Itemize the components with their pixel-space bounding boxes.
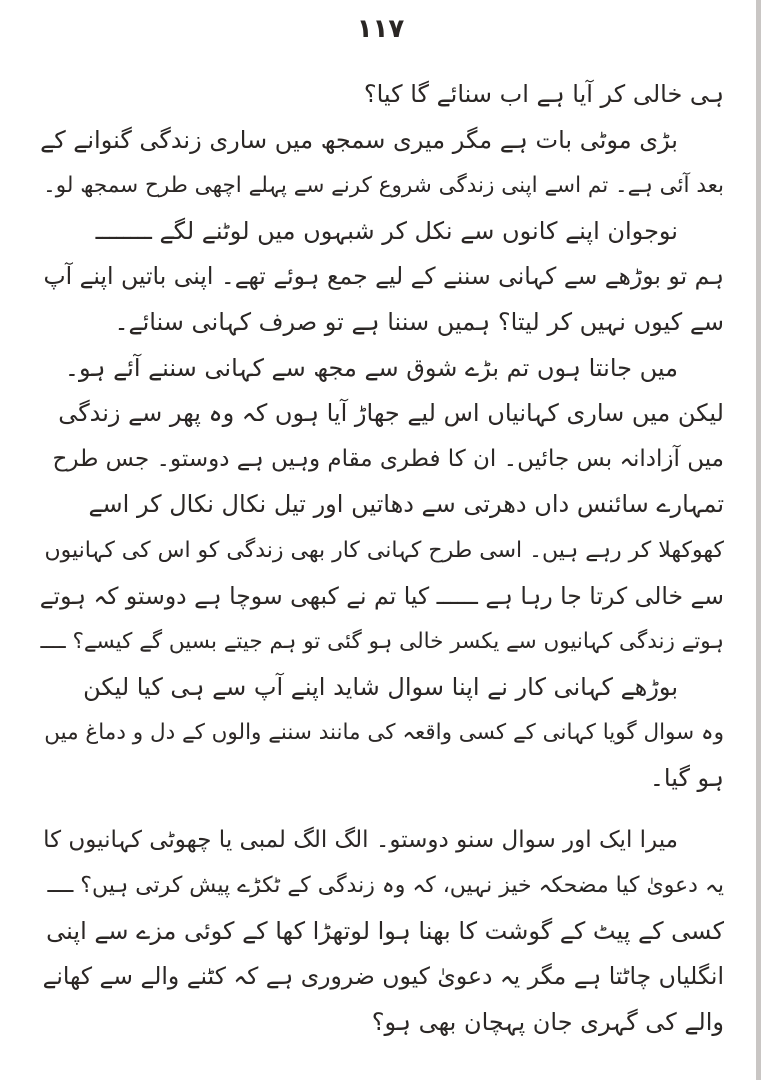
text-line: نوجوان اپنے کانوں سے نکل کر شبہوں میں لوٹنے لگے ــــــــ [95,216,678,245]
text-line: بعد آئی ہے۔ تم اسے اپنی زندگی شروع کرنے سے پہلے اچھی طرح سمجھ لو۔ [43,173,724,199]
text-line: میں جانتا ہوں تم بڑے شوق سے مجھ سے کہانی سننے آئے ہو۔ [64,353,678,382]
text-line: کسی کے پیٹ کے گوشت کا بھنا ہوا لوتھڑا کھا کے کوئی مزے سے اپنی [46,916,724,945]
text-line: سے خالی کرتا جا رہا ہے ــــــ کیا تم نے کبھی سوچا ہے دوستو کہ ہوتے [40,581,724,610]
page-body-text [40,72,724,1045]
text-line: کھوکھلا کر رہے ہیں۔ اسی طرح کہانی کار بھی زندگی کو اس کی کہانیوں [44,537,724,563]
text-line: بوڑھے کہانی کار نے اپنا سوال شاید اپنے آپ سے ہی کیا لیکن [83,672,678,701]
text-line: والے کی گہری جان پہچان بھی ہو؟ [371,1007,724,1036]
text-line: ہی خالی کر آیا ہے اب سنائے گا کیا؟ [363,80,724,108]
text-line: انگلیاں چاٹتا ہے مگر یہ دعویٰ کیوں ضروری ہے کہ کٹنے والے سے کھانے [42,962,724,991]
page-edge-shadow [756,0,761,1080]
text-line: تمہارے سائنس داں دھرتی سے دھاتیں اور تیل نکال نکال کر اسے [88,490,724,519]
text-line: ہوتے زندگی کہانیوں سے یکسر خالی ہو گئی تو ہم جیتے بسیں گے کیسے؟ ــــ [40,629,724,655]
text-line: میرا ایک اور سوال سنو دوستو۔ الگ الگ لمبی یا چھوٹی کہانیوں کا [43,826,678,853]
text-line: لیکن میں ساری کہانیاں اس لیے جھاڑ آیا ہوں کہ وہ پھر سے زندگی [58,399,724,428]
text-line: ہو گیا۔ [649,763,724,792]
text-line: سے کیوں نہیں کر لیتا؟ ہمیں سننا ہے تو صرف کہانی سنائے۔ [114,307,724,336]
text-line: وہ سوال گویا کہانی کے کسی واقعہ کی مانند سننے والوں کے دل و دماغ میں [44,720,724,746]
text-line: ہم تو بوڑھے سے کہانی سننے کے لیے جمع ہوئے تھے۔ اپنی باتیں اپنے آپ [43,262,724,291]
text-line: میں آزادانہ بس جائیں۔ ان کا فطری مقام وہیں ہے دوستو۔ جس طرح [52,445,724,472]
text-line: یہ دعویٰ کیا مضحکہ خیز نہیں، کہ وہ زندگی کے ٹکڑے پیش کرتی ہیں؟ ــــ [47,873,724,899]
text-line: بڑی موٹی بات ہے مگر میری سمجھ میں ساری زندگی گنوانے کے [40,125,678,154]
page-number: ۱۱۷ [356,14,405,44]
